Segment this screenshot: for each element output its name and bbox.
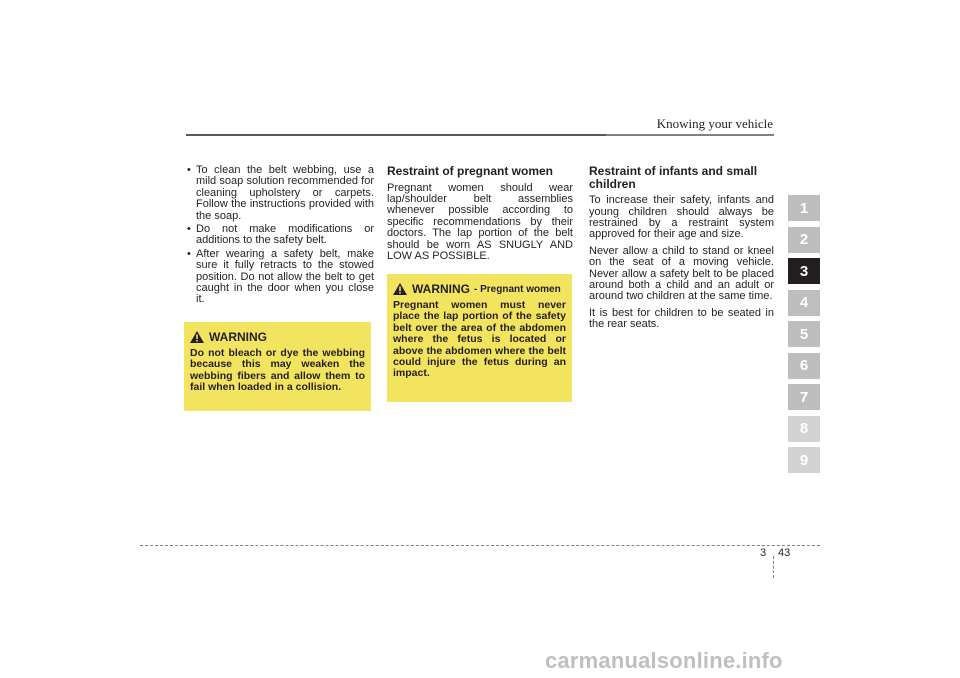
bullet-icon: • [187,247,191,260]
chapter-tab-3[interactable]: 3 [788,258,820,284]
header-rule-accent [186,134,606,136]
section-heading-children: Restraint of infants and small children [589,164,758,191]
bullet-icon: • [187,223,191,236]
paragraph: To increase their safety, infants and young children should always be restrained by a restraint system approved for their age and size. [589,194,774,241]
section-heading-pregnant: Restraint of pregnant women [387,164,554,178]
chapter-tab-7[interactable]: 7 [788,384,820,410]
warning-triangle-icon [393,283,407,295]
paragraph: It is best for children to be seated in the rear seats. [589,306,774,331]
warning-sublabel: - Pregnant women [474,284,561,295]
footer-rule [140,545,820,546]
warning-triangle-icon [190,331,204,343]
column-1 [186,165,374,308]
chapter-tab-6[interactable]: 6 [788,353,820,379]
footer-page-number: 43 [778,547,791,559]
page-header-title: Knowing your vehicle [656,116,773,131]
list-item: • After wearing a safety belt, make sure it fully retracts to the stowed position. Do not allow the belt to get caught in the door when you close it. [187,247,374,306]
warning-text: Do not bleach or dye the webbing because this may weaken the webbing fibers and allow them to fail when loaded in a collision. [190,347,365,394]
chapter-tab-8[interactable]: 8 [788,416,820,442]
warning-label: WARNING [209,330,267,344]
warning-text: Pregnant women must never place the lap portion of the safety belt over the area of the abdomen where the fetus is located or above the abdomen where the belt could injure the fetus during an impact. [393,299,566,380]
chapter-tab-9[interactable]: 9 [788,447,820,473]
warning-box-bleach [184,322,371,411]
watermark: carmanualsonline.info [545,648,783,673]
column-3 [589,165,774,336]
footer-divider [773,556,774,578]
care-bullet-list [186,165,374,306]
bullet-icon: • [187,164,191,176]
footer-chapter-number: 3 [760,547,767,559]
list-item: • Do not make modifications or additions to the safety belt. [187,223,374,247]
chapter-tab-1[interactable]: 1 [788,195,820,221]
paragraph: Pregnant women should wear lap/shoulder belt assemblies whenever possible according to specific recommendations by their doctors. The lap portion of the belt should be worn AS SNUGLY AND LOW AS POSSIBLE. [387,181,573,263]
chapter-tab-5[interactable]: 5 [788,321,820,347]
list-item: • To clean the belt webbing, use a mild soap solution recommended for cleaning upholstery or carpets. Follow the instructions provided with the soap. [187,164,374,222]
chapter-tab-2[interactable]: 2 [788,227,820,253]
chapter-tabs [788,195,820,479]
column-2 [387,165,573,267]
warning-label: WARNING [412,282,470,296]
warning-box-pregnant [387,274,572,402]
paragraph: Never allow a child to stand or kneel on the seat of a moving vehicle. Never allow a safety belt to be placed around both a child and an adult or around two children at the same time. [589,244,774,303]
chapter-tab-4[interactable]: 4 [788,290,820,316]
